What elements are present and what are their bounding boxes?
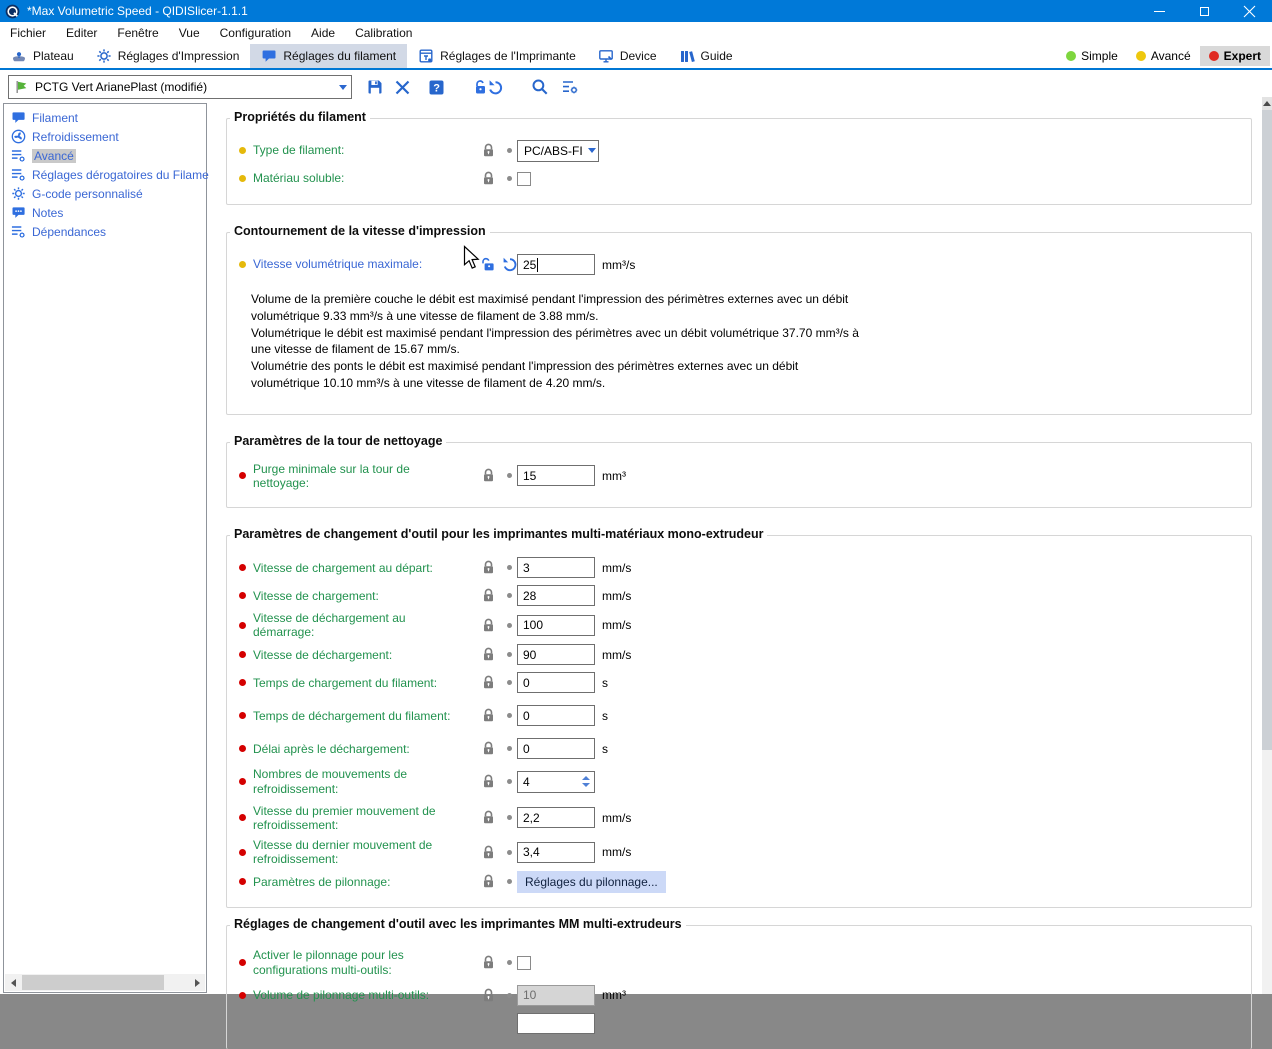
unit-label: s (602, 708, 608, 723)
input-value: 10 (523, 988, 537, 1003)
sidebar-item-label: Avancé (34, 148, 74, 163)
lock-revert-icon[interactable] (474, 79, 504, 96)
expert-level-bullet-icon (239, 778, 246, 785)
list-gear-icon (11, 224, 26, 239)
section-title: Propriétés du filament (230, 110, 370, 124)
input-value: 2,2 (523, 810, 540, 825)
soluble-material-checkbox[interactable] (517, 172, 531, 186)
preset-toolbar (0, 70, 1272, 104)
tab-bar (0, 44, 1272, 70)
compare-preset-icon[interactable] (428, 79, 445, 96)
tab-label: Réglages de l'Imprimante (440, 49, 576, 63)
unit-label: mm/s (602, 845, 632, 860)
gear-icon (11, 186, 26, 201)
restore-button[interactable] (1182, 0, 1227, 22)
sidebar-horizontal-scrollbar[interactable] (5, 974, 205, 991)
settings-content (222, 104, 1252, 1049)
section-changement-outil-mm (226, 917, 1252, 1048)
revert-dot-icon (501, 176, 517, 181)
advanced-level-bullet-icon (239, 175, 246, 182)
filament-type-select[interactable] (517, 140, 599, 162)
advanced-level-bullet-icon (239, 261, 246, 268)
spin-up-icon[interactable] (582, 776, 590, 780)
sidebar-item-label: Réglages dérogatoires du Filame (32, 167, 209, 182)
tab-guide[interactable] (668, 44, 744, 68)
menu-fenetre[interactable]: Fenêtre (117, 26, 159, 40)
expert-level-bullet-icon (239, 814, 246, 821)
setting-row (239, 948, 1241, 976)
mode-label: Simple (1081, 49, 1118, 63)
input-value: 15 (523, 468, 537, 483)
tab-label: Réglages du filament (283, 49, 397, 63)
expert-level-bullet-icon (239, 878, 246, 885)
menu-configuration[interactable]: Configuration (219, 26, 292, 40)
setting-row (239, 838, 1241, 866)
setting-row (239, 611, 1241, 639)
section-title: Réglages de changement d'outil avec les imprimantes MM multi-extrudeurs (230, 917, 686, 931)
preset-name: PCTG Vert ArianePlast (modifié) (35, 80, 208, 94)
revert-dot-icon (501, 850, 517, 855)
mode-simple[interactable] (1057, 46, 1127, 66)
expert-level-bullet-icon (239, 745, 246, 752)
sidebar-item-reglages-derogatoires[interactable] (4, 165, 209, 184)
revert-dot-icon (501, 652, 517, 657)
revert-dot-icon (501, 593, 517, 598)
unit-label: mm³ (602, 988, 626, 1003)
title-bar (0, 0, 1272, 22)
lock-closed-icon[interactable] (475, 618, 501, 633)
expert-level-bullet-icon (239, 679, 246, 686)
setting-label: Paramètres de pilonnage: (253, 874, 391, 889)
revert-arrow-icon[interactable] (501, 257, 517, 272)
revert-dot-icon (501, 565, 517, 570)
tab-reglages-filament[interactable] (250, 44, 407, 68)
text-caret (537, 258, 538, 272)
input-value: 90 (523, 647, 537, 662)
setting-row (239, 642, 1241, 667)
multitool-ramming-volume-input (517, 985, 595, 1006)
svg-text:?: ? (433, 82, 440, 95)
setting-label: Type de filament: (253, 143, 345, 158)
filament-icon (261, 48, 277, 64)
scroll-up-arrow-icon[interactable] (1262, 97, 1272, 110)
lock-closed-icon[interactable] (475, 988, 501, 1003)
setting-row (239, 583, 1241, 608)
setting-row-vitesse-volumetrique (239, 252, 1241, 277)
max-volumetric-speed-input[interactable] (517, 254, 595, 275)
setting-label: Purge minimale sur la tour de nettoyage: (253, 461, 410, 490)
filament-icon (11, 110, 26, 125)
notes-icon (11, 205, 26, 220)
lock-closed-icon[interactable] (475, 560, 501, 575)
sidebar-item-dependances[interactable] (4, 222, 206, 241)
ramming-settings-button[interactable]: Réglages du pilonnage... (517, 871, 666, 893)
menu-bar (0, 22, 1272, 44)
save-preset-icon[interactable] (366, 78, 384, 96)
revert-dot-icon (501, 960, 517, 965)
guide-books-icon (679, 48, 695, 64)
spinner-value: 4 (523, 774, 530, 789)
input-value: 3 (523, 560, 530, 575)
sidebar-item-label: Filament (32, 110, 79, 125)
tab-label: Device (619, 49, 657, 63)
setting-row-purge-minimale (239, 462, 1241, 490)
spinner-arrows[interactable] (577, 772, 594, 792)
delete-preset-icon[interactable] (394, 79, 411, 96)
minimize-button[interactable] (1137, 0, 1182, 22)
expert-level-bullet-icon (239, 959, 246, 966)
cooling-moves-spinner[interactable] (517, 771, 595, 793)
sidebar-item-label: Dépendances (32, 224, 107, 239)
revert-dot-icon (501, 148, 517, 153)
spin-down-icon[interactable] (582, 783, 590, 787)
expert-mode-dot-icon (1209, 51, 1219, 61)
sidebar-item-avance[interactable] (4, 146, 206, 165)
mode-avance[interactable] (1127, 46, 1200, 66)
mode-expert[interactable] (1200, 46, 1270, 66)
expert-level-bullet-icon (239, 712, 246, 719)
input-value: 100 (523, 618, 544, 633)
sidebar-item-label: G-code personnalisé (32, 186, 143, 201)
scroll-right-arrow-icon[interactable] (189, 974, 205, 991)
setting-label: Volume de pilonnage multi-outils: (253, 988, 430, 1003)
menu-vue[interactable]: Vue (178, 26, 200, 40)
tab-label: Guide (700, 49, 733, 63)
input-value: 28 (523, 588, 537, 603)
tab-label: Réglages d'Impression (117, 49, 240, 63)
unloading-speed-start-input[interactable] (517, 615, 595, 636)
input-value: 25 (523, 257, 537, 272)
window-title: *Max Volumetric Speed - QIDISlicer-1.1.1 (27, 4, 248, 18)
tab-reglages-impression[interactable] (85, 44, 251, 68)
device-monitor-icon (598, 48, 614, 64)
revert-dot-icon (501, 713, 517, 718)
advanced-level-bullet-icon (239, 147, 246, 154)
scroll-left-arrow-icon[interactable] (5, 974, 21, 991)
lock-closed-icon[interactable] (475, 955, 501, 970)
app-logo-icon (5, 4, 20, 19)
section-contournement-vitesse (226, 224, 1252, 415)
setting-label: Temps de déchargement du filament: (253, 708, 451, 723)
fan-icon (11, 129, 26, 144)
loading-speed-start-input[interactable] (517, 557, 595, 578)
setting-label: Vitesse de déchargement au démarrage: (253, 611, 406, 640)
setting-label-modified: Vitesse volumétrique maximale: (253, 257, 423, 272)
setting-row-materiau-soluble (239, 166, 1241, 191)
expert-level-bullet-icon (239, 849, 246, 856)
lock-closed-icon[interactable] (475, 708, 501, 723)
last-cooling-move-speed-input[interactable] (517, 842, 595, 863)
section-proprietes-filament (226, 110, 1252, 205)
setting-label: Activer le pilonnage pour les configurations multi-outils: (253, 948, 404, 977)
advanced-mode-dot-icon (1136, 51, 1146, 61)
lock-closed-icon[interactable] (475, 143, 501, 158)
setting-row-clipped (239, 1011, 1241, 1036)
lock-closed-icon[interactable] (475, 874, 501, 889)
setting-label: Nombres de mouvements de refroidissement: (253, 767, 408, 796)
revert-dot-icon (501, 473, 517, 478)
section-title: Paramètres de la tour de nettoyage (230, 434, 446, 448)
input-value: 0 (523, 708, 530, 723)
info-line: Volumétrique le débit est maximisé pendant l'impression des périmètres avec un débit volumétrique 37.70 mm³/s à une vitesse de filament de 15.67 mm/s. (251, 325, 859, 357)
expert-level-bullet-icon (239, 992, 246, 999)
setting-row (239, 869, 1241, 894)
revert-dot-icon (501, 815, 517, 820)
lock-closed-icon[interactable] (475, 774, 501, 789)
print-settings-gear-icon (96, 48, 112, 64)
setting-label: Vitesse de chargement: (253, 588, 379, 603)
unit-label: mm/s (602, 560, 632, 575)
loading-speed-input[interactable] (517, 585, 595, 606)
section-changement-outil-mono-extrudeur (226, 527, 1252, 908)
setting-row (239, 736, 1241, 761)
printer-icon (418, 48, 434, 64)
expert-level-bullet-icon (239, 622, 246, 629)
mode-label: Expert (1223, 49, 1261, 63)
section-title: Contournement de la vitesse d'impression (230, 224, 490, 238)
setting-row (239, 703, 1241, 728)
sidebar-item-label: Refroidissement (32, 129, 119, 144)
revert-dot-icon (501, 680, 517, 685)
info-line: Volumétrie des ponts le débit est maximisé pendant l'impression des périmètres externes avec un débit volumétrique 10.10 mm³/s à une vitesse de filament de 4.20 mm/s. (251, 359, 799, 390)
setting-row (239, 983, 1241, 1008)
simple-mode-dot-icon (1066, 51, 1076, 61)
preset-combobox[interactable] (8, 75, 352, 99)
setting-row-type-filament (239, 138, 1241, 163)
search-icon[interactable] (531, 78, 549, 96)
menu-fichier[interactable]: Fichier (10, 26, 47, 40)
unit-label: mm³/s (602, 257, 636, 272)
chevron-down-icon (339, 85, 347, 90)
list-gear-icon (11, 167, 26, 182)
enable-ramming-checkbox[interactable] (517, 956, 531, 970)
menu-aide[interactable]: Aide (311, 26, 336, 40)
lock-closed-icon[interactable] (475, 845, 501, 860)
section-tour-nettoyage (226, 433, 1252, 508)
input-value: 0 (523, 741, 530, 756)
mode-settings-icon[interactable] (561, 78, 579, 96)
mode-selector (1057, 44, 1272, 68)
setting-row (239, 555, 1241, 580)
filament-load-time-input[interactable] (517, 672, 595, 693)
unit-label: s (602, 675, 608, 690)
lock-closed-icon[interactable] (475, 171, 501, 186)
expert-level-bullet-icon (239, 472, 246, 479)
select-value: PC/ABS-FI (524, 143, 583, 158)
sidebar-item-gcode-personnalise[interactable] (4, 184, 206, 203)
setting-row (239, 670, 1241, 695)
lock-open-icon[interactable] (475, 257, 501, 272)
filament-flag-icon (13, 79, 29, 95)
setting-label: Matériau soluble: (253, 171, 345, 186)
chevron-down-icon (588, 148, 596, 153)
delay-after-unload-input[interactable] (517, 738, 595, 759)
clipped-input (517, 1013, 595, 1034)
input-value: 0 (523, 675, 530, 690)
expert-level-bullet-icon (239, 651, 246, 658)
close-button[interactable] (1227, 0, 1272, 22)
unit-label: s (602, 741, 608, 756)
lock-closed-icon[interactable] (475, 468, 501, 483)
lock-closed-icon[interactable] (475, 810, 501, 825)
lock-closed-icon[interactable] (475, 588, 501, 603)
menu-calibration[interactable]: Calibration (355, 26, 413, 40)
flow-info-text (251, 291, 865, 392)
sidebar-item-notes[interactable] (4, 203, 206, 222)
unit-label: mm/s (602, 618, 632, 633)
input-value: 3,4 (523, 845, 540, 860)
setting-label: Vitesse de déchargement: (253, 647, 393, 662)
setting-label: Délai après le déchargement: (253, 741, 410, 756)
lock-closed-icon[interactable] (475, 675, 501, 690)
sidebar-item-label: Notes (32, 205, 64, 220)
expert-level-bullet-icon (239, 564, 246, 571)
setting-label: Vitesse du dernier mouvement de refroidissement: (253, 838, 433, 867)
sidebar-item-refroidissement[interactable] (4, 127, 206, 146)
lock-closed-icon[interactable] (475, 741, 501, 756)
plater-icon (11, 48, 27, 64)
settings-page-sidebar (3, 103, 207, 993)
first-cooling-move-speed-input[interactable] (517, 807, 595, 828)
setting-label: Temps de chargement du filament: (253, 675, 438, 690)
minimal-purge-input[interactable] (517, 465, 595, 486)
tab-device[interactable] (587, 44, 668, 68)
scrollbar-thumb[interactable] (22, 975, 164, 990)
tab-reglages-imprimante[interactable] (407, 44, 587, 68)
setting-label: Vitesse de chargement au départ: (253, 560, 433, 575)
unit-label: mm/s (602, 588, 632, 603)
section-title: Paramètres de changement d'outil pour les imprimantes multi-matériaux mono-extrudeur (230, 527, 767, 541)
revert-dot-icon (501, 779, 517, 784)
mode-label: Avancé (1150, 49, 1191, 63)
setting-row (239, 767, 1241, 795)
unit-label: mm/s (602, 647, 632, 662)
revert-dot-icon (501, 993, 517, 998)
revert-dot-icon (501, 879, 517, 884)
expert-level-bullet-icon (239, 592, 246, 599)
revert-dot-icon (501, 746, 517, 751)
content-vertical-scrollbar[interactable] (1262, 97, 1272, 994)
tab-plateau[interactable] (0, 44, 85, 68)
revert-dot-icon (501, 623, 517, 628)
setting-label: Vitesse du premier mouvement de refroidissement: (253, 803, 436, 832)
filament-unload-time-input[interactable] (517, 705, 595, 726)
sidebar-item-filament[interactable] (4, 108, 206, 127)
info-line: Volume de la première couche le débit est maximisé pendant l'impression des périmètres externes avec un débit volumétrique 9.33 mm³/s à une vitesse de filament de 3.88 mm/s. (251, 292, 849, 323)
setting-row (239, 804, 1241, 832)
lock-closed-icon[interactable] (475, 647, 501, 662)
restore-icon (1200, 7, 1209, 16)
tab-label: Plateau (33, 49, 74, 63)
scrollbar-thumb[interactable] (1262, 110, 1272, 750)
menu-editer[interactable]: Editer (66, 26, 98, 40)
list-gear-icon (11, 148, 26, 163)
unit-label: mm/s (602, 810, 632, 825)
unit-label: mm³ (602, 468, 626, 483)
unloading-speed-input[interactable] (517, 644, 595, 665)
